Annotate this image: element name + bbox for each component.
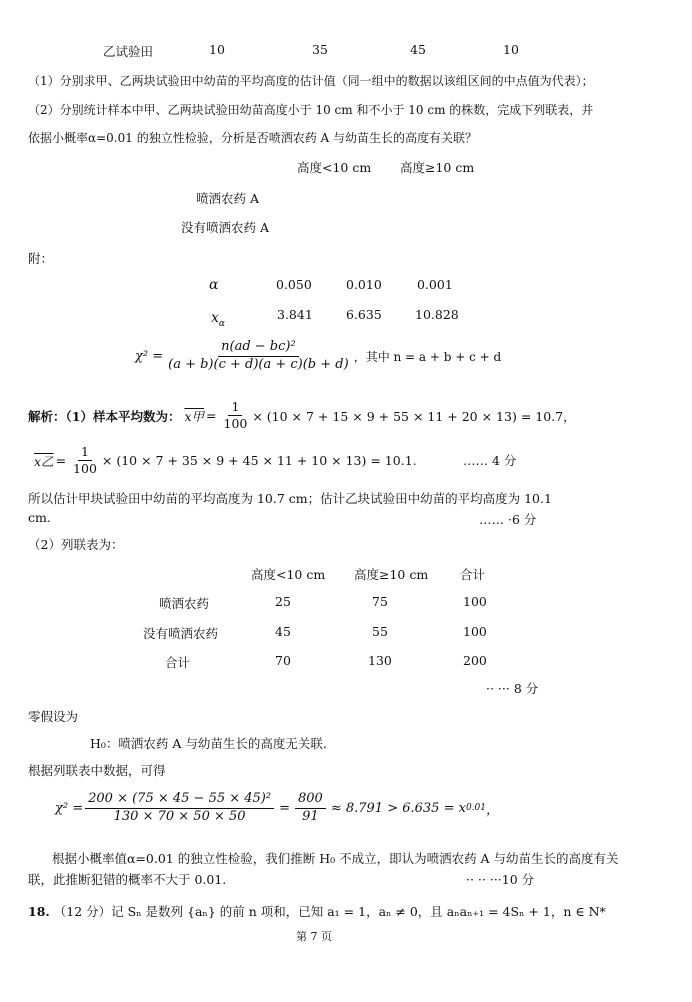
null-hypothesis: H₀：喷洒农药 A 与幼苗生长的高度无关联. [90, 736, 327, 751]
part-2-label: （2）列联表为： [28, 537, 124, 552]
table1-header-2: 高度≥10 cm [400, 160, 475, 175]
question-1: （1）分别求甲、乙两块试验田中幼苗的平均高度的估计值（同一组中的数据以该组区间的中点值为代表）； [28, 74, 594, 88]
cell: 10 [503, 42, 519, 57]
table2-cell: 100 [463, 624, 487, 639]
table2-row-label: 合计 [165, 655, 191, 670]
row-label-yi: 乙试验田 [103, 44, 154, 59]
question-2-line-2: 依据小概率α=0.01 的独立性检验，分析是否喷洒农药 A 与幼苗生长的高度有关联？ [28, 131, 477, 145]
solution-mean-jia: 解析：（1）样本平均数为： x甲 = $\frac{1}{100}$ × (10 × 7 + 15 × 9 + 55 × 11 + 20 × 13) = 10.7， [28, 399, 576, 432]
alpha-value: 0.050 [276, 277, 312, 292]
alpha-label: α [209, 277, 219, 293]
question-2-line-1: （2）分别统计样本中甲、乙两块试验田幼苗高度小于 10 cm 和不小于 10 cm 的株数，完成下列联表，并 [28, 103, 594, 117]
table2-row-label: 喷洒农药 [159, 596, 210, 611]
solution-mean-yi: x乙 = $\frac{1}{100}$ × (10 × 7 + 35 × 9 + 45 × 11 + 10 × 13) = 10.1. [34, 444, 417, 477]
per-table-text: 根据列联表中数据，可得 [28, 763, 166, 778]
conclusion-line-1: 根据小概率值α=0.01 的独立性检验，我们推断 H₀ 不成立，即认为喷洒农药 A 与幼苗生长的高度有关 [52, 851, 619, 866]
score-6: …… ·6 分 [479, 512, 537, 527]
cell: 10 [209, 42, 225, 57]
table2-cell: 55 [372, 624, 388, 639]
score-8: ·· ··· 8 分 [486, 681, 539, 696]
null-hypothesis-label: 零假设为 [28, 709, 79, 724]
appendix-label: 附： [28, 251, 54, 266]
table2-cell: 45 [275, 624, 291, 639]
table1-header-1: 高度<10 cm [297, 160, 372, 175]
estimate-line-1: 所以估计甲块试验田中幼苗的平均高度为 10.7 cm；估计乙块试验田中幼苗的平均高度为 10.1 [28, 491, 552, 506]
question-18: 18. （12 分）记 Sₙ 是数列 {aₙ} 的前 n 项和，已知 a₁ = 1，aₙ ≠ 0，且 aₙaₙ₊₁ = 4Sₙ + 1，n ∈ N* [28, 903, 606, 919]
alpha-value: 0.001 [417, 277, 453, 292]
table2-cell: 200 [463, 653, 487, 668]
critical-value: 10.828 [415, 307, 459, 322]
chi-square-calculation: χ² = $\frac{\text{200 × (75 × 45 − 55 × 45)²}}{130 \times 70 \times 50 \times 50}$ = $\frac{800}{91}$ ≈ 8.791 > 6.635 = x 0.01 ， [55, 791, 499, 824]
score-10: ·· ·· ···10 分 [466, 872, 535, 887]
table2-header-1: 高度<10 cm [251, 567, 326, 582]
critical-value: 6.635 [346, 307, 382, 322]
table2-cell: 70 [275, 653, 291, 668]
table2-header-2: 高度≥10 cm [354, 567, 429, 582]
estimate-line-2: cm. [28, 510, 51, 525]
table2-cell: 100 [463, 594, 487, 609]
x-alpha-label: $x_\alpha$ [211, 310, 225, 329]
table1-row-1: 喷洒农药 A [196, 191, 260, 206]
critical-value: 3.841 [277, 307, 313, 322]
table2-header-3: 合计 [460, 567, 486, 582]
table2-cell: 130 [368, 653, 392, 668]
conclusion-line-2: 联，此推断犯错的概率不大于 0.01. [28, 872, 227, 887]
cell: 35 [312, 42, 328, 57]
cell: 45 [410, 42, 426, 57]
table2-row-label: 没有喷洒农药 [143, 626, 219, 641]
score-4: …… 4 分 [463, 453, 517, 468]
table2-cell: 75 [372, 594, 388, 609]
table2-cell: 25 [275, 594, 291, 609]
alpha-value: 0.010 [346, 277, 382, 292]
chi-square-formula: χ² = $\frac{\text{n(ad − bc)²}}{(a + b)(c + d)(a + c)(b + d)}$ ，其中 n = a + b + c + d [135, 339, 502, 372]
table1-row-2: 没有喷洒农药 A [181, 220, 270, 235]
page-footer: 第 7 页 [296, 930, 332, 943]
